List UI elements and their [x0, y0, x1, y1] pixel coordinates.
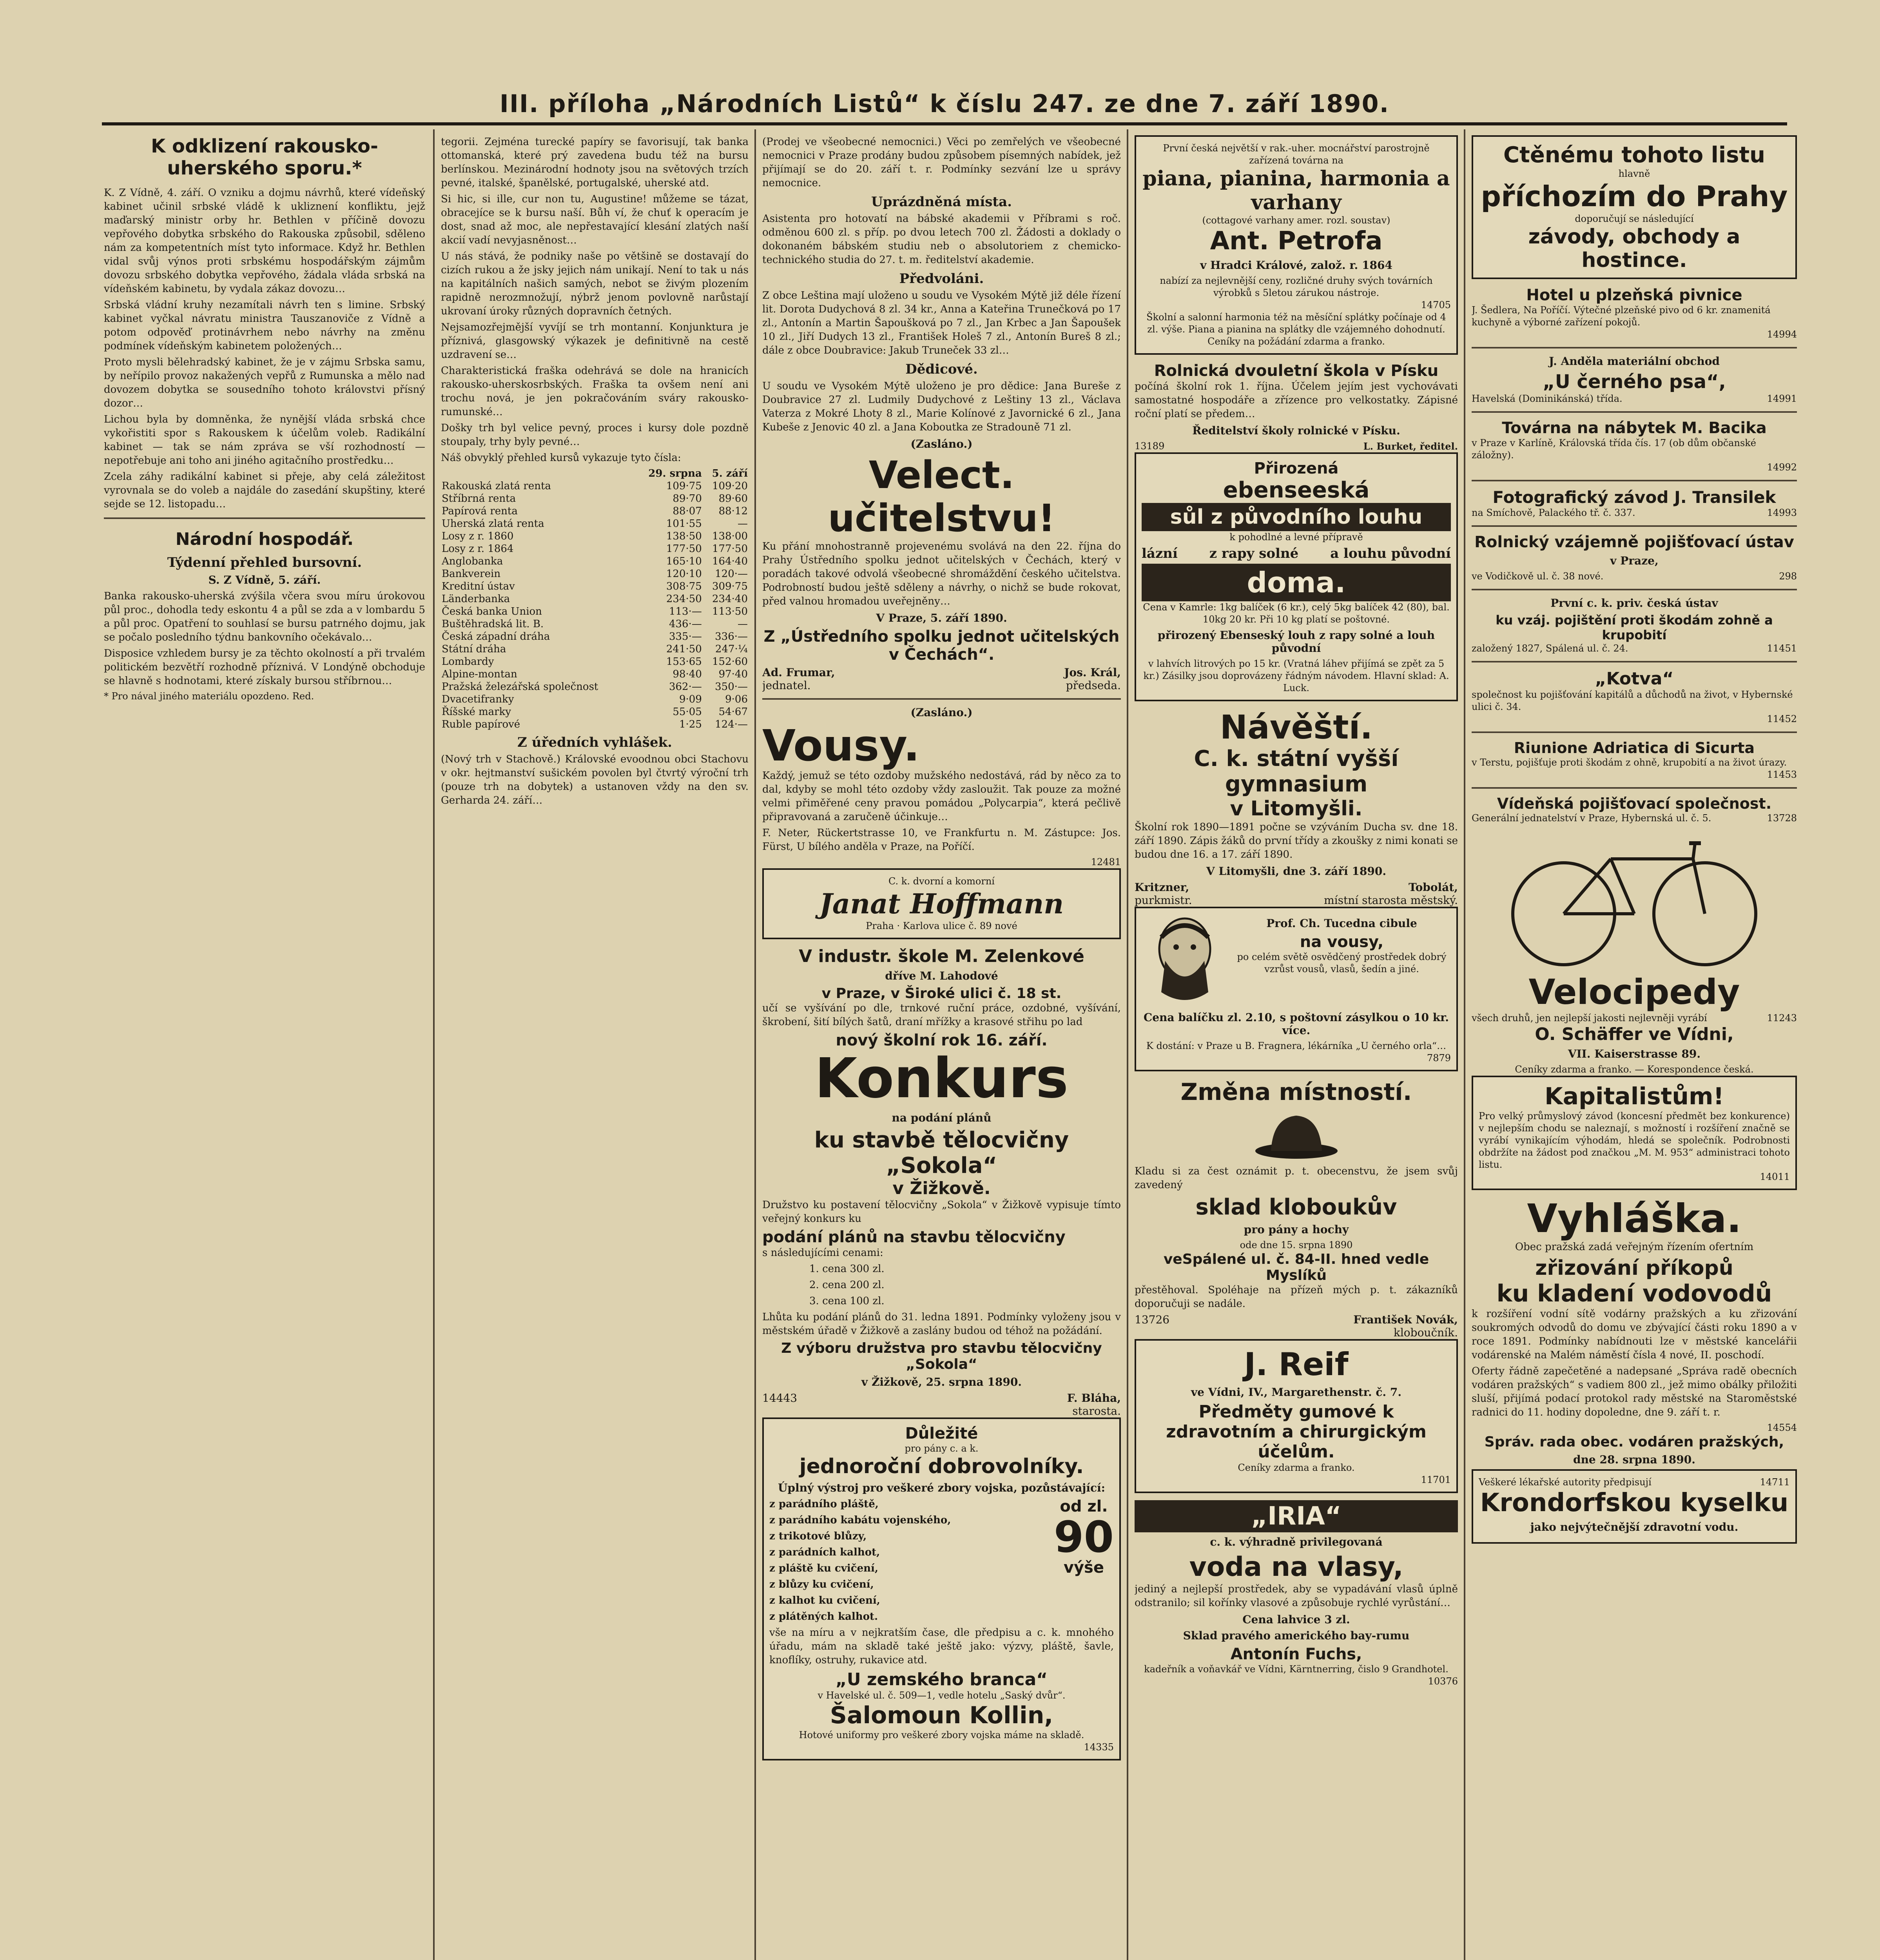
- kotva-text: společnost ku pojišťování kapitálů a důchodů na život, v Hybernské ulici č. 34.: [1472, 689, 1793, 712]
- table-cell: 89·60: [718, 493, 748, 505]
- vyhlaska-title: zřizování příkopů: [1535, 1256, 1733, 1280]
- notice-heading: Dědicové.: [905, 361, 978, 377]
- industr-sub: dříve M. Lahodové: [885, 969, 998, 982]
- iria-brand: „IRIA“: [1135, 1500, 1458, 1532]
- list-item: z parádního pláště,: [769, 1498, 879, 1510]
- vyhlaska-text: k rozšíření vodní sítě vodárny pražských a ku zřizování soukromých odvodů do domu ve zbývající části roku 1890 a v roce 1891. Podmínky nabídnouti lze v městské kancelářii vodárenské na Malém náměstí čísla 4 nové, II. poschodí.: [1472, 1308, 1797, 1361]
- table-row: [441, 706, 749, 718]
- school-signature-row: 13189 L. Burket, ředitel.: [1135, 441, 1458, 452]
- association-name: Z „Ústředního spolku jednot učitelských v Čechách“.: [763, 628, 1120, 664]
- teachers-headline: Velect. učitelstvu!: [828, 453, 1055, 540]
- fuchs-address: kadeřník a voňavkář ve Vídni, Kärntnerring, čislo 9 Grandhotel.: [1144, 1664, 1449, 1675]
- ad-title: Důležité: [905, 1425, 978, 1443]
- table-row: [441, 530, 749, 543]
- prague-visitors-box: Ctěnému tohoto listu hlavně příchozím do Prahy doporučují se následující závody, obchody a hostince.: [1472, 135, 1797, 279]
- petrof-ad: [1135, 135, 1458, 355]
- table-cell: Buštěhradská lit. B.: [442, 618, 544, 630]
- ad-number: 11452: [1767, 713, 1797, 724]
- table-cell: Länderbanka: [442, 593, 510, 605]
- ad-brand: Janat Hoffmann: [819, 887, 1064, 920]
- masthead: III. příloha „Národních Listů“ k číslu 247. ze dne 7. září 1890.: [499, 89, 1390, 118]
- furniture-text: v Praze v Karlíně, Královská třída čís. 17 (ob dům občanské záložny).: [1472, 437, 1756, 461]
- article-paragraph: Disposice vzhledem bursy je za těchto okolností a při trvalém politickém bezvětří rozhodně příznivá. V Londýně obchoduje se hlavně s hodnotami, které získaly bursou stříbrnou…: [104, 648, 425, 687]
- ad-number: 14335: [1084, 1742, 1114, 1753]
- vienna-insurance-name: Vídeňská pojišťovací společnost.: [1497, 795, 1772, 812]
- divider: [1472, 787, 1797, 789]
- riunione-name: Riunione Adriatica di Sicurta: [1514, 739, 1755, 757]
- table-cell: 101·55: [666, 518, 702, 530]
- article-paragraph: tegorii. Zejména turecké papíry se favorisují, tak banka ottomanská, které prý zavedena budu též na bursu berlínskou. Mezinárodní hodnoty jsou na světových trzích pevné, italské, španělské, portugalské, uherské atd.: [441, 136, 749, 189]
- konkurs-bold: podání plánů na stavbu tělocvičny: [762, 1228, 1066, 1246]
- article-paragraph: Banka rakousko-uherská zvýšila včera svou míru úrokovou půl proc., dohodla tedy eskontu 4 a půl se zda a v lombardu 5 a půl proc. Opatření to souhlasí se bursu patrného dojmu, jak se počalo posledního týdnu bankovního očekávalo…: [104, 590, 425, 643]
- column-economy: [441, 135, 749, 1960]
- byline: S. Z Vídně, 5. září.: [208, 573, 321, 586]
- ad-number: 11453: [1767, 769, 1797, 780]
- krondorf-brand: Krondorfskou kyselku: [1480, 1488, 1789, 1517]
- table-cell: 120·—: [715, 568, 748, 580]
- table-cell: —: [738, 518, 748, 530]
- bicycle-icon: [1497, 828, 1771, 969]
- ad-line: Školní a salonní harmonia též na měsíční splátky počínaje od 4 zl. výše. Piana a pianina na splátky dle vzájemného dohodnutí.: [1146, 312, 1446, 335]
- table-cell: Česká banka Union: [442, 606, 542, 617]
- table-cell: Stříbrná renta: [442, 493, 516, 505]
- table-cell: Anglobanka: [442, 555, 503, 567]
- table-row: [441, 718, 749, 731]
- volunteer-ad: [762, 1417, 1121, 1760]
- prize-list: [762, 1262, 1121, 1308]
- table-cell: 165·10: [666, 555, 702, 567]
- article-paragraph: Lichou byla by domněnka, že nynější vláda srbská chce vykořistiti spor s Rakouskem k účelům voleb. Radikální kabinet — tak se nám zpráva se vší rozhodností — nepotřebuje ani toho ani jiného agitačního prostředku…: [104, 414, 425, 466]
- notice-heading: Uprázdněná místa.: [871, 194, 1012, 210]
- vyhlaska-date: dne 28. srpna 1890.: [1573, 1453, 1695, 1466]
- table-cell: Kreditní ústav: [442, 581, 515, 592]
- insurance-address: ve Vodičkově ul. č. 38 nové. 298: [1472, 571, 1797, 582]
- table-cell: Losy z r. 1864: [442, 543, 514, 555]
- ad-text: Každý, jemuž se této ozdoby mužského nedostává, rád by něco za to dal, kdyby se mohl této ozdoby vždy zasloužit. Tak pouze za možné velmi přiměřené ceny pravou pomádou „Polycarpia“, která pečlivě připravovaná a zaručeně účinkuje…: [762, 770, 1121, 823]
- table-row: [441, 605, 749, 618]
- ad-text: Družstvo ku postavení tělocvičny „Sokola“ v Žižkově vypisuje tímto veřejný konkurs ku: [762, 1199, 1121, 1225]
- signature-right: Jos. Král, předseda.: [1064, 666, 1121, 692]
- signatures: [762, 666, 1121, 692]
- table-cell: 113·—: [669, 606, 702, 617]
- ad-number: 14992: [1767, 462, 1797, 473]
- column-ads-b: [1472, 135, 1797, 1960]
- fire-insurance-address: založený 1827, Spálená ul. č. 24. 11451: [1472, 643, 1797, 654]
- price-box: od zl. 90 výše: [1053, 1497, 1114, 1577]
- ad-line: Praha · Karlova ulice č. 89 nové: [866, 920, 1017, 931]
- column-divider: [433, 129, 435, 1960]
- ad-text: s následujícími cenami:: [762, 1247, 883, 1259]
- article-paragraph: Došky trh byl velice pevný, proces i kursy dole pozdně stoupaly, trhy byly pevné…: [441, 422, 749, 448]
- article-paragraph: Nejsamozřejmější vyvíjí se trh montanní. Konjunktura je příznivá, glasgowský výkazek je definitivně na cestě uzdravení se…: [441, 321, 749, 361]
- hotel-text: J. Šedlera, Na Poříčí. Výtečné plzeňské pivo od 6 kr. znamenitá kuchyně a výborné zařízení pokojů.: [1472, 305, 1771, 328]
- ad-number: 14705: [1421, 299, 1451, 310]
- ad-brand: Ant. Petrofa: [1210, 227, 1383, 256]
- table-row: [441, 643, 749, 655]
- vyhlaska-subtitle: ku kladení vodovodů: [1496, 1280, 1772, 1307]
- ad-number: 14994: [1767, 329, 1797, 340]
- andel-name: J. Anděla materiální obchod: [1549, 355, 1720, 368]
- table-row: [441, 593, 749, 605]
- list-item: z kalhot ku cvičení,: [769, 1595, 880, 1606]
- krondorf-ad: [1472, 1469, 1797, 1544]
- notice-text: U soudu ve Vysokém Mýtě uloženo je pro dědice: Jana Bureše z Doubravice 27 zl. Ludmily Dudychové z Leštiny 13 zl., Václava Vaterza z Mokré Lhoty 8 zl., Marie Kolínové z Javornické 6 zl., Jana Kubeše z Jenovic 40 zl. a Jana Koboutka ze Stradouně 71 zl.: [762, 380, 1121, 433]
- table-row: [441, 517, 749, 530]
- prize-item: 2. cena 200 zl.: [809, 1279, 885, 1291]
- price-line: Cena lahvice 3 zl.: [1242, 1613, 1350, 1626]
- table-row: [441, 681, 749, 693]
- table-cell: 336·—: [715, 631, 748, 642]
- andel-sign: „U černého psa“,: [1543, 371, 1726, 393]
- ad-headline: jednoroční dobrovolníky.: [799, 1455, 1084, 1478]
- table-cell: 138·50: [666, 530, 702, 542]
- table-cell: Česká západní dráha: [442, 631, 550, 642]
- table-cell: 362·—: [669, 681, 702, 693]
- list-item: z blůzy ku cvičení,: [769, 1579, 874, 1590]
- notice-text: Asistenta pro hotovatí na bábské akademii v Příbrami s roč. odměnou 600 zl. s příp. po dvou letech 700 zl. Žádosti a doklady o dokonaném bábském studiu neb o absolutoriem z chemicko-technického studia do 27. t. m. ředitelství akademie.: [762, 213, 1121, 266]
- sklad-date: ode dne 15. srpna 1890: [1240, 1240, 1353, 1250]
- schaffer-address: VII. Kaiserstrasse 89.: [1568, 1047, 1701, 1060]
- prize-item: 1. cena 300 zl.: [809, 1263, 885, 1275]
- vousy-headline: Vousy.: [762, 720, 920, 771]
- article-paragraph: (Nový trh v Stachově.) Královské evoodnou obci Stachovu v okr. hejtmanství sušickém povolen byl čtvrtý výroční trh (pouze trh na dobytek) a ustanoven vždy na den sv. Gerharda 24. září…: [441, 753, 749, 806]
- table-cell: 88·07: [673, 505, 702, 517]
- article-paragraph: Zcela záhy radikální kabinet si přeje, aby celá záležitost vyrovnala se do voleb a najdále do zasedání skupštiny, které sejde se 12. listopadu…: [104, 471, 425, 510]
- hoffmann-ad: [762, 868, 1121, 939]
- table-cell: 177·50: [666, 543, 702, 555]
- table-cell: 177·50: [712, 543, 748, 555]
- ad-line: Ceníky na požádání zdarma a franko.: [1207, 336, 1385, 347]
- andel-address: Havelská (Dominikánská) třída. 14991: [1472, 393, 1797, 404]
- table-row: [441, 543, 749, 555]
- gymnasium-title: C. k. státní vyšší gymnasium: [1194, 746, 1399, 797]
- capitalists-ad: Kapitalistům! Pro velký průmyslový závod (koncesní předmět bez konkurence) v nejlepším chodu se naleznají, s možností i rozšíření značně se vyrábí vynikajícím výhodám, hledá se společník. Podrobnosti obdržíte na žádost pod značkou „M. M. 953“ administraci tohoto listu. 14011: [1472, 1076, 1797, 1190]
- footnote: * Pro nával jiného materiálu opozdeno. Red.: [104, 691, 314, 702]
- table-row: [441, 492, 749, 505]
- hat-icon: [1253, 1110, 1340, 1161]
- ad-line: První česká největší v rak.-uher. mocnářství parostrojně zařízená továrna na: [1163, 143, 1430, 166]
- vyhlaska-text: Oferty řádně zapečetěné a nadepsané „Správa radě obecních vodáren pražských“ s vadiem 800 zl., jež mimo obálky přiložiti sluší, přijímá podací protokol rady městské na Staroměstské radnici do 11. hodiny dopoledne, dne 9. září t. r.: [1472, 1365, 1797, 1418]
- ad-line: v Hradci Králové, založ. r. 1864: [1200, 259, 1392, 272]
- divider: [762, 698, 1121, 700]
- school-signature: Ředitelství školy rolnické v Písku.: [1192, 424, 1400, 437]
- ad-line: C. k. dvorní a komorní: [888, 876, 995, 887]
- krondorf-text: jako nejvýtečnější zdravotní vodu.: [1530, 1521, 1739, 1534]
- list-item: z pláště ku cvičení,: [769, 1563, 878, 1574]
- ad-text: F. Neter, Rückertstrasse 10, ve Frankfurtu n. M. Zástupce: Jos. Fürst, U bílého anděla v Praze, na Poříčí.: [762, 827, 1121, 853]
- table-cell: 350·—: [715, 681, 748, 693]
- velocipedy-text: všech druhů, jen nejlepší jakosti nejlevněji vyrábí 11243: [1472, 1013, 1797, 1024]
- sklad-title: sklad kloboukův: [1195, 1194, 1397, 1220]
- ad-text: Kladu si za čest oznámit p. t. obecenstvu, že jsem svůj zavedený: [1135, 1165, 1458, 1191]
- table-cell: 109·20: [712, 480, 748, 492]
- table-cell: 138·00: [712, 530, 748, 542]
- table-cell: Ruble papírové: [442, 719, 520, 730]
- vyhlaska-intro: Obec pražská zadá veřejným řízením ofertním: [1515, 1241, 1754, 1253]
- photo-address: na Smíchově, Palackého tř. č. 337. 14993: [1472, 507, 1797, 518]
- table-cell: 247·¼: [715, 643, 748, 655]
- table-cell: Státní dráha: [442, 643, 506, 655]
- table-header-cell: 29. srpna: [648, 468, 702, 479]
- subsection-heading: Z úředních vyhlášek.: [517, 735, 672, 750]
- notice-text: Ku přání mnohostranně projevenému svolává na den 22. října do Prahy Ústředního spolku jednot učitelských v Čechách, který v poradách takové odvolá všeobecné shromáždění českého učitelstva. Podrobností budou ještě sděleny a návrhy, o nichž se bude rokovat, před valnou hromadou uveřejněny…: [762, 541, 1121, 607]
- konkurs-sub: na podání plánů: [892, 1111, 992, 1124]
- ad-text: vše na míru a v nejkratším čase, dle předpisu a c. k. mnohého úřadu, mám na skladě také ještě jako: výzvy, pláště, šavle, knoflíky, ostruhy, rukavice atd.: [769, 1627, 1114, 1666]
- divider: [1472, 731, 1797, 733]
- ad-brand: Šalomoun Kollin,: [830, 1702, 1053, 1729]
- subsection-heading: Týdenní přehled bursovní.: [167, 555, 362, 570]
- table-cell: 9·06: [725, 693, 748, 705]
- table-body: [441, 480, 749, 731]
- ad-number: 12481: [1091, 857, 1121, 867]
- divider: [1472, 525, 1797, 527]
- table-cell: 54·67: [718, 706, 748, 718]
- ad-text: počíná školní rok 1. října. Účelem jejím jest vychovávati samostatné hospodáře a zřízence pro velkostatky. Zápisné roční platí se předem…: [1135, 381, 1458, 420]
- zmena-headline: Změna místností.: [1180, 1078, 1412, 1106]
- zaslano-label: (Zasláno.): [910, 437, 973, 450]
- table-header-cell: 5. září: [712, 468, 748, 479]
- salt-ad: Přirozená ebenseeská sůl z původního louhu k pohodlné a levné přípravě lázní z rapy solné a louhu původní doma. Cena v Kamrle: 1kg balíček (6 kr.), celý 5kg balíček 42 (80), bal. 10kg 20 kr. Při 10 kg platí se poštovné. přirozený Ebenseský louh z rapy solné a louh původní v lahvích litrových po 15 kr. (Vratná láhev přijímá se zpět za 5 kr.) Zásilky jsou doprovázeny řádným návodem. Hlavní sklad: A. Luck.: [1135, 452, 1458, 701]
- gymnasium-signature: V Litomyšli, dne 3. září 1890.: [1206, 865, 1387, 878]
- ad-headline: „U zemského branca“: [835, 1670, 1048, 1690]
- ad-line: (cottagové varhany amer. rozl. soustav): [1202, 215, 1391, 226]
- prize-item: 3. cena 100 zl.: [809, 1295, 885, 1307]
- reif-ad: J. Reif ve Vídni, IV., Margarethenstr. č. 7. Předměty gumové k zdravotním a chirurgickým účelům. Ceníky zdarma a franko. 11701: [1135, 1339, 1458, 1493]
- article-title: K odklizení rakousko-uherského sporu.*: [151, 135, 378, 179]
- table-cell: Bankverein: [442, 568, 501, 580]
- stock-quotes-table: [441, 467, 749, 731]
- zaslano-label: (Zasláno.): [910, 706, 973, 719]
- insurance-name: Rolnický vzájemně pojišťovací ústav: [1474, 533, 1794, 551]
- table-cell: 9·09: [679, 693, 702, 705]
- ad-line: pro pány c. a k.: [905, 1443, 979, 1454]
- table-cell: Pražská železářská společnost: [442, 681, 598, 693]
- furniture-name: Továrna na nábytek M. Bacika: [1502, 419, 1767, 437]
- ad-items-row: [769, 1497, 1114, 1626]
- ad-text: přestěhoval. Spoléhaje na přízeň mých p. t. zákazníků doporučuji se nadále.: [1135, 1284, 1458, 1310]
- ad-line: nabízí za nejlevnější ceny, rozličné druhy svých továrních výrobků s 5letou zárukou nástroje.: [1160, 275, 1433, 298]
- hotel-name: Hotel u plzeňská pivnice: [1526, 286, 1742, 304]
- vybor-date: v Žižkově, 25. srpna 1890.: [861, 1376, 1022, 1388]
- schaffer-name: O. Schäffer ve Vídni,: [1535, 1024, 1734, 1044]
- table-cell: 120·10: [666, 568, 702, 580]
- school-heading: Rolnická dvouletní škola v Písku: [1154, 362, 1439, 380]
- industr-heading: V industr. škole M. Zelenkové: [799, 946, 1084, 966]
- vyhlaska-headline: Vyhláška.: [1527, 1196, 1742, 1241]
- table-row: [441, 568, 749, 580]
- industr-new-year: nový školní rok 16. září.: [836, 1031, 1048, 1049]
- masthead-rule: [102, 122, 1787, 125]
- table-row: [441, 630, 749, 643]
- fuchs-name: Antonín Fuchs,: [1230, 1645, 1362, 1663]
- table-cell: 89·70: [673, 493, 702, 505]
- table-cell: Dvacetifranky: [442, 693, 514, 705]
- navesti-headline: Návěští.: [1220, 708, 1373, 746]
- photo-name: Fotografický závod J. Transilek: [1492, 488, 1776, 507]
- ad-line: Hotové uniformy pro veškeré zbory vojska máme na skladě.: [799, 1730, 1084, 1740]
- table-cell: Říšské marky: [442, 706, 511, 718]
- schaffer-note: Ceníky zdarma a franko. — Korespondence česká.: [1515, 1064, 1754, 1075]
- notice-heading: Předvoláni.: [899, 271, 984, 287]
- list-item: z plátěných kalhot.: [769, 1611, 878, 1622]
- divider: [1472, 411, 1797, 413]
- table-row: [441, 580, 749, 593]
- ad-text: učí se vyšívání po dle, trnkové ruční práce, ozdobné, vyšívání, škrobení, šití bílých šatů, draní mřížky a krasové střihu po lad: [762, 1002, 1121, 1028]
- column-ads-a: [1135, 135, 1458, 1960]
- article-paragraph: Si hic, si ille, cur non tu, Augustine! můžeme se tázat, obracejíce se k bursu naší. Bůh ví, že chuť k operacím je dost, snad až moc, ale nepřestavající klesání zlatých naší akcií vadí nevyjasněnost…: [441, 193, 749, 246]
- list-item: z parádního kabátu vojenského,: [769, 1514, 951, 1526]
- table-cell: 436·—: [669, 618, 702, 630]
- vybor-title: Z výboru družstva pro stavbu tělocvičny „Sokola“: [781, 1340, 1102, 1372]
- table-cell: 113·50: [712, 606, 748, 617]
- table-cell: —: [738, 618, 748, 630]
- kotva-name: „Kotva“: [1595, 669, 1674, 689]
- table-cell: 153·65: [666, 656, 702, 668]
- divider: [1472, 661, 1797, 662]
- krondorf-intro: Veškeré lékařské autority předpisují 14711: [1479, 1477, 1790, 1488]
- table-row: [441, 555, 749, 568]
- table-cell: 164·40: [712, 555, 748, 567]
- vyhlaska-signature: Správ. rada obec. vodáren pražských,: [1484, 1434, 1784, 1450]
- cibule-ad: Prof. Ch. Tucedna cibule na vousy, po celém světě osvědčený prostředek dobrý vzrůst vousů, vlasů, šedín a jiné. Cena balíčku zl. 2.10, s poštovní zásylkou o 10 kr. více. K dostání: v Praze u B. Fragnera, lékárníka „U černého orla“… 7879: [1135, 907, 1458, 1071]
- ad-line: Úplný výstroj pro veškeré zbory vojska, pozůstávající:: [778, 1481, 1106, 1494]
- table-cell: 234·50: [666, 593, 702, 605]
- table-cell: 124·—: [715, 719, 748, 730]
- ad-text: jediný a nejlepší prostředek, aby se vypadávání vlasů úplně odstranilo; sil kořínky vlasové a způsobuje rychlé vyrůstání…: [1135, 1583, 1458, 1609]
- riunione-text: v Terstu, pojišťuje proti škodám z ohně, krupobití a na život úrazy.: [1472, 757, 1787, 768]
- fire-insurance-title: První c. k. priv. česká ústav: [1550, 597, 1718, 610]
- sklad-address: veSpálené ul. č. 84-II. hned vedle Myslíků: [1163, 1251, 1429, 1283]
- uniform-items: [769, 1497, 951, 1626]
- gymnasium-signers: Kritzner, purkmistr. Tobolát, místní starosta městský.: [1135, 881, 1458, 907]
- iria-sub: c. k. výhradně privilegovaná: [1210, 1535, 1383, 1548]
- article-paragraph: K. Z Vídně, 4. září. O vzniku a dojmu návrhů, které vídeňský kabinet učinil srbské vládě k ukliznení konfliktu, jejž maďarský ministr orby hr. Bethlen v příčině dovozu vepřového dobytka srbského do Rakouska způsobil, sděleno nám za kompetentních míst tyto informace. Když hr. Bethlen vidal svůj výnos proti srbskému hospodářským zájmům dovozu srbského dobytka vepřového, žádala vláda srbská na vídeňském kabinetu, by vydala zákaz dovozu…: [104, 187, 425, 295]
- table-cell: 241·50: [666, 643, 702, 655]
- table-row: [441, 480, 749, 492]
- table-row: [441, 668, 749, 681]
- article-paragraph: Proto mysli bělehradský kabinet, že je v zájmu Srbska samu, by neřípilo provoz nakažených vepřů z Rumunska a mělo nad dovozem dobytka se sousedního tohoto královstvi přísný dozor…: [104, 356, 425, 409]
- table-cell: 88·12: [718, 505, 748, 517]
- table-cell: 152·60: [712, 656, 748, 668]
- voda-headline: voda na vlasy,: [1189, 1552, 1403, 1583]
- gymnasium-city: v Litomyšli.: [1230, 797, 1363, 820]
- vybor-signature: 14443 F. Bláha, starosta.: [762, 1392, 1121, 1417]
- column-divider: [1464, 129, 1465, 1960]
- table-cell: Lombardy: [442, 656, 494, 668]
- insurance-city: v Praze,: [1610, 554, 1659, 567]
- sklad-sub: pro pány a hochy: [1244, 1223, 1349, 1236]
- list-item: z parádních kalhot,: [769, 1546, 880, 1558]
- table-cell: 97·40: [718, 668, 748, 680]
- table-cell: Losy z r. 1860: [442, 530, 514, 542]
- table-cell: 1·25: [679, 719, 702, 730]
- table-cell: 98·40: [673, 668, 702, 680]
- ad-line: v Havelské ul. č. 509—1, vedle hotelu „Saský dvůr“.: [818, 1690, 1066, 1701]
- ad-headline: piana, pianina, harmonia a varhany: [1142, 167, 1450, 214]
- table-cell: Uherská zlatá renta: [442, 518, 544, 530]
- ad-text: Lhůta ku podání plánů do 31. ledna 1891. Podmínky vyloženy jsou v městském úřadě v Žižkově a zaslány budou od téhož na požádání.: [762, 1311, 1121, 1337]
- table-cell: Alpine-montan: [442, 668, 517, 680]
- column-divider: [1127, 129, 1128, 1960]
- notice-text: Z obce Leština mají uloženo u soudu ve Vysokém Mýtě již déle řízení lit. Dorota Dudychová 8 zl. 34 kr., Anna a Kateřina Trunečková po 17 zl., Antonín a Martin Šapoušková po 7 zl., Jan Krbec a Jan Šapoušek 10 zl., Jiří Dudych 13 zl., František Holeš 7 zl., Antonín Bureš 8 zl.; dále z obce Doubravice: Jakub Truneček 33 zl…: [762, 290, 1121, 356]
- table-cell: 335·—: [669, 631, 702, 642]
- sokol-title: ku stavbě tělocvičny „Sokola“: [814, 1127, 1069, 1178]
- table-cell: 234·40: [712, 593, 748, 605]
- table-header-cell: [441, 467, 635, 480]
- article-paragraph: Srbská vládní kruhy nezamítali návrh ten s limine. Srbský kabinet vyčkal návratu ministra Tauszanoviče z Vídně a potom odpověď protinávrhem nebo návrhy na změnu podmínek vídeňským kabinetem položených…: [104, 299, 425, 352]
- table-cell: 109·75: [666, 480, 702, 492]
- portrait-icon: [1142, 914, 1228, 1008]
- news-item: (Prodej ve všeobecné nemocnici.) Věci po zemřelých ve všeobecné nemocnici v Praze prodány budou způsobem písemných nabídek, jež přijímají se do 20. září t. r. Podmínky sezvání lze u správy nemocnice.: [762, 136, 1121, 189]
- table-row: [441, 618, 749, 630]
- bayrum-line: Sklad pravého amerického bay-rumu: [1183, 1629, 1410, 1642]
- novak-signature: 13726 František Novák, kloboučník.: [1135, 1313, 1458, 1339]
- table-header-row: [441, 467, 749, 480]
- list-item: z trikotové blůzy,: [769, 1530, 867, 1542]
- table-cell: Papírová renta: [442, 505, 518, 517]
- divider: [1472, 589, 1797, 590]
- konkurs-headline: Konkurs: [814, 1047, 1069, 1111]
- table-row: [441, 693, 749, 706]
- velocipedy-headline: Velocipedy: [1528, 972, 1740, 1012]
- ad-number: 10376: [1428, 1676, 1458, 1687]
- divider: [104, 517, 425, 519]
- column-politics: [104, 135, 425, 1960]
- article-paragraph: U nás stává, že podniky naše po většině se dostavají do cizích rukou a že jsky jejich nám unikají. Není to tak u nás na kapitálních našich samých, nebot se živým plozením rapidně nerozmnožují, nýbrž jenom povlovně narůstají ukrovaní úroky různých dopravních četných.: [441, 250, 749, 317]
- vienna-insurance-address: Generální jednatelství v Praze, Hybernská ul. č. 5. 13728: [1472, 813, 1797, 824]
- table-cell: 309·75: [712, 581, 748, 592]
- table-intro: Náš obvyklý přehled kursů vykazuje tyto čísla:: [441, 452, 681, 464]
- fire-insurance-text: ku vzáj. pojištění proti škodám zohně a krupobití: [1496, 613, 1773, 642]
- table-cell: 55·05: [673, 706, 702, 718]
- table-row: [441, 505, 749, 517]
- divider: [1472, 347, 1797, 348]
- ad-text: Školní rok 1890—1891 počne se vzýváním Ducha sv. dne 18. září 1890. Zápis žáků do první třídy a zkoušky z nimi konati se budou dne 16. a 17. září 1890.: [1135, 821, 1458, 860]
- table-row: [441, 655, 749, 668]
- column-divider: [754, 129, 756, 1960]
- table-cell: 308·75: [666, 581, 702, 592]
- zizkov-label: v Žižkově.: [892, 1178, 991, 1198]
- section-heading: Národní hospodář.: [175, 529, 354, 549]
- signature-left: Ad. Frumar, jednatel.: [762, 666, 835, 692]
- ad-number: 14554: [1767, 1422, 1797, 1433]
- divider: [1472, 480, 1797, 481]
- table-cell: Rakouská zlatá renta: [442, 480, 551, 492]
- dateline: V Praze, 5. září 1890.: [876, 612, 1007, 624]
- column-notices: [762, 135, 1121, 1960]
- article-paragraph: Charakteristická fraška odehrává se dole na hranicích rakousko-uherskosrbských. Fraška ta ovšem není ani trochu nová, je jen pokračováním sváry rakousko-rumunské…: [441, 365, 749, 418]
- industr-address: v Praze, v Široké ulici č. 18 st.: [821, 985, 1062, 1002]
